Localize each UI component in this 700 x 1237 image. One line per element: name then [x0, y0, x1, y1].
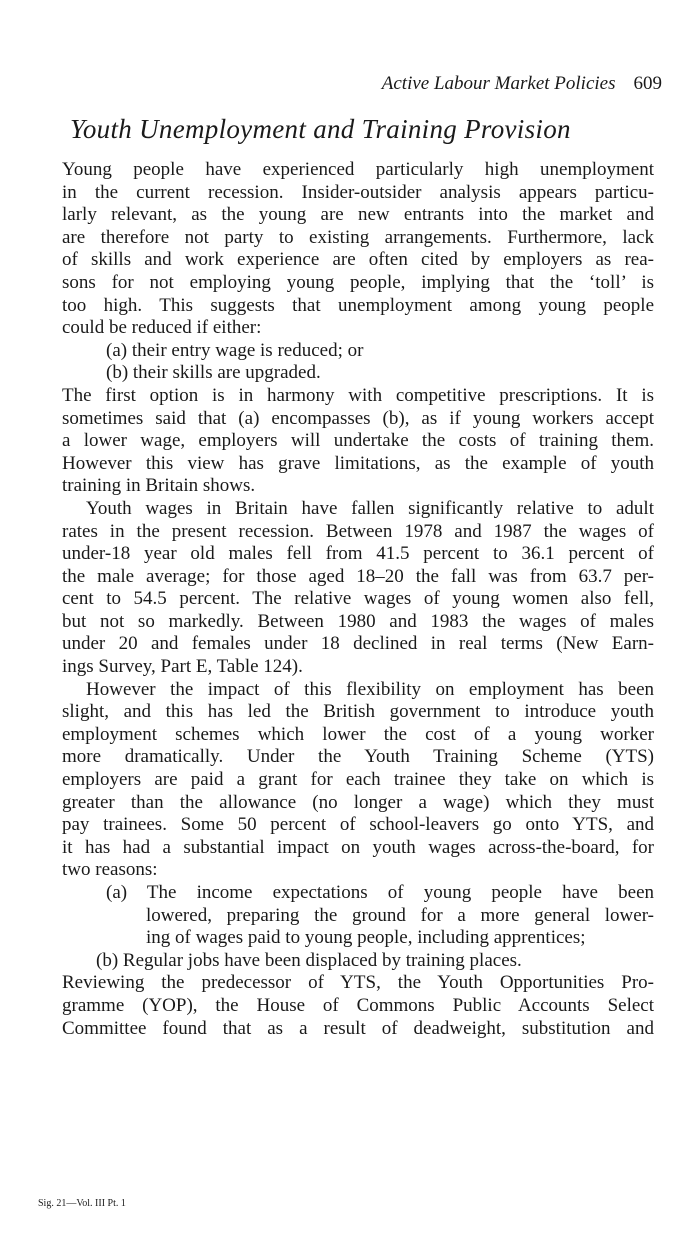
text-line: Committee found that as a result of deadweight, substitution and [62, 1017, 654, 1039]
text-line: gramme (YOP), the House of Commons Public Accounts Select [62, 994, 654, 1016]
text-line: are therefore not party to existing arrangements. Furthermore, lack [62, 226, 654, 248]
text-line: in the current recession. Insider-outsider analysis appears particu- [62, 181, 654, 203]
text-line: training in Britain shows. [62, 475, 256, 497]
text-line: larly relevant, as the young are new entrants into the market and [62, 204, 654, 226]
text-line: could be reduced if either: [62, 317, 262, 339]
text-line: the male average; for those aged 18–20 the fall was from 63.7 per- [62, 565, 654, 587]
text-line: greater than the allowance (no longer a wage) which they must [62, 791, 654, 813]
text-line: it has had a substantial impact on youth wages across-the-board, for [62, 836, 654, 858]
running-head [382, 72, 662, 96]
text-line: However this view has grave limitations, as the example of youth [62, 452, 654, 474]
text-line: However the impact of this flexibility on employment has been [86, 678, 654, 700]
text-line: (a) their entry wage is reduced; or [106, 339, 364, 361]
text-line: employment schemes which lower the cost of a young worker [62, 723, 654, 745]
text-line: (b) their skills are upgraded. [106, 362, 321, 384]
body-text [62, 159, 654, 1040]
text-line: pay trainees. Some 50 percent of school-leavers go onto YTS, and [62, 814, 654, 836]
page-number: 609 [633, 73, 662, 94]
text-line: (b) Regular jobs have been displaced by training places. [96, 949, 522, 971]
text-line: The first option is in harmony with competitive prescriptions. It is [62, 384, 654, 406]
text-line: ings Survey, Part E, Table 124). [62, 656, 303, 678]
text-line: slight, and this has led the British government to introduce youth [62, 701, 654, 723]
text-line: too high. This suggests that unemployment among young people [62, 294, 654, 316]
text-line: lowered, preparing the ground for a more general lower- [146, 904, 654, 926]
text-line: Youth wages in Britain have fallen significantly relative to adult [86, 497, 654, 519]
text-line: a lower wage, employers will undertake the costs of training them. [62, 430, 654, 452]
section-title: Youth Unemployment and Training Provision [70, 114, 571, 144]
text-line: ing of wages paid to young people, including apprentices; [146, 927, 586, 949]
text-line: sometimes said that (a) encompasses (b), as if young workers accept [62, 407, 654, 429]
text-line: (a) The income expectations of young people have been [106, 882, 654, 903]
text-line: sons for not employing young people, implying that the ‘toll’ is [62, 271, 654, 293]
text-line: cent to 54.5 percent. The relative wages of young women also fell, [62, 588, 654, 610]
text-line: employers are paid a grant for each trainee they take on which is [62, 769, 654, 791]
text-line: two reasons: [62, 859, 158, 881]
text-line: of skills and work experience are often cited by employers as rea- [62, 249, 654, 271]
text-line: but not so markedly. Between 1980 and 1983 the wages of males [62, 610, 654, 632]
text-line: Young people have experienced particularly high unemployment [62, 159, 654, 180]
text-line: rates in the present recession. Between 1978 and 1987 the wages of [62, 520, 654, 542]
signature-mark: Sig. 21—Vol. III Pt. 1 [38, 1198, 126, 1209]
text-line: under-18 year old males fell from 41.5 percent to 36.1 percent of [62, 543, 654, 565]
text-line: more dramatically. Under the Youth Training Scheme (YTS) [62, 746, 654, 768]
text-line: under 20 and females under 18 declined in real terms (New Earn- [62, 633, 654, 655]
text-line: Reviewing the predecessor of YTS, the Youth Opportunities Pro- [62, 972, 654, 994]
running-head-title: Active Labour Market Policies [381, 73, 616, 94]
